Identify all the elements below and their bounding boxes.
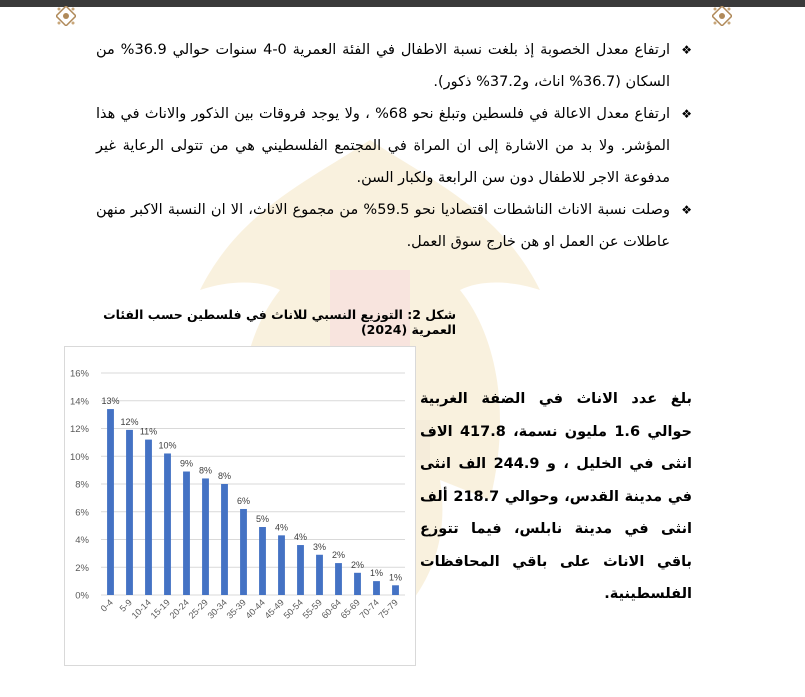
y-tick-label: 4% (75, 535, 89, 546)
data-label: 8% (198, 465, 213, 476)
bar (145, 440, 152, 595)
bar (278, 535, 285, 595)
x-tick-label: 70-74 (357, 597, 381, 621)
data-label: 8% (217, 471, 232, 481)
x-tick-label: 60-64 (319, 597, 343, 621)
bar (335, 563, 342, 595)
data-label: 12% (120, 416, 139, 427)
x-tick-label: 10-14 (129, 597, 153, 621)
bar (259, 527, 266, 595)
bullet-text: وصلت نسبة الاناث الناشطات اقتصاديا نحو 59.5% من مجموع الاناث، الا ان النسبة الاكبر منهن عاطلات عن العمل او هن خارج سوق العمل. (96, 202, 670, 250)
x-tick-label: 65-69 (338, 597, 362, 621)
x-tick-label: 20-24 (167, 597, 191, 621)
data-label: 11% (139, 426, 158, 437)
figure-title: شكل 2: التوزيع النسبي للاناث في فلسطين حسب الفئات العمرية (2024) (103, 307, 456, 337)
bullet-diamond-icon: ❖ (681, 107, 692, 121)
bullet-list (96, 34, 692, 258)
y-tick-label: 8% (75, 479, 89, 491)
data-label: 10% (158, 440, 177, 451)
bar (240, 509, 247, 595)
data-label: 4% (293, 532, 308, 543)
data-label: 1% (388, 572, 403, 583)
x-tick-label: 30-34 (205, 597, 229, 621)
data-label: 3% (312, 541, 327, 552)
bar (183, 472, 190, 595)
bullet-text: ارتفاع معدل الاعالة في فلسطين وتبلغ نحو 68% ، ولا يوجد فروقات بين الذكور والاناث في هذا المؤشر. ولا بد من الاشارة إلى ان المراة في المجتمع الفلسطيني هي من تتولى الرعاية غير مدفوعة الاجر للاطفال دون سن الرابعة ولكبار السن. (96, 106, 670, 186)
y-tick-label: 2% (75, 562, 89, 574)
x-tick-label: 35-39 (224, 597, 248, 621)
bar (221, 484, 228, 595)
bar (392, 585, 399, 595)
x-tick-label: 55-59 (300, 597, 324, 621)
bar (107, 409, 114, 595)
x-tick-label: 15-19 (148, 597, 172, 621)
bullet-text: ارتفاع معدل الخصوبة إذ بلغت نسبة الاطفال في الفئة العمرية 0-4 سنوات حوالي 36.9% من السكان (36.7% اناث، و37.2% ذكور). (96, 42, 670, 90)
ornament-icon (712, 6, 732, 26)
data-label: 5% (255, 514, 270, 525)
y-tick-label: 6% (75, 507, 89, 519)
data-label: 4% (274, 522, 289, 533)
y-tick-label: 10% (69, 451, 89, 463)
x-tick-label: 0-4 (98, 597, 115, 614)
chart-canvas (65, 347, 415, 665)
bullet-item (96, 194, 692, 258)
bullet-item (96, 98, 692, 194)
top-border (0, 0, 805, 7)
bullet-item (96, 34, 692, 98)
y-tick-label: 0% (75, 590, 89, 602)
bar (373, 581, 380, 595)
bar (164, 453, 171, 595)
x-tick-label: 5-9 (117, 597, 134, 614)
ornament-icon (56, 6, 76, 26)
data-label: 13% (101, 396, 120, 407)
data-label: 6% (236, 495, 251, 506)
data-label: 1% (369, 568, 384, 579)
x-tick-label: 45-49 (262, 597, 286, 621)
x-tick-label: 75-79 (376, 597, 400, 621)
y-tick-label: 16% (69, 368, 89, 380)
data-label: 2% (350, 559, 365, 570)
summary-paragraph: بلغ عدد الاناث في الضفة الغربية حوالي 1.6 مليون نسمة، 417.8 الاف انثى في الخليل ، و 244.9 الف انثى في مدينة القدس، وحوالي 218.7 ألف انثى في مدينة نابلس، فيما تتوزع باقي الاناث على باقي المحافظات الفلسطينية. (420, 391, 692, 602)
bullet-diamond-icon: ❖ (681, 43, 692, 57)
bullet-diamond-icon: ❖ (681, 203, 692, 217)
data-label: 2% (331, 550, 346, 561)
data-label: 9% (179, 458, 194, 469)
y-tick-label: 14% (69, 396, 89, 408)
bar (316, 555, 323, 595)
bar-chart (64, 346, 416, 666)
x-tick-label: 50-54 (281, 597, 305, 621)
bar (202, 478, 209, 595)
x-tick-label: 40-44 (243, 597, 267, 621)
bar (354, 573, 361, 595)
bar (297, 545, 304, 595)
x-tick-label: 25-29 (186, 597, 210, 621)
y-tick-label: 12% (69, 424, 89, 435)
bar (126, 430, 133, 595)
